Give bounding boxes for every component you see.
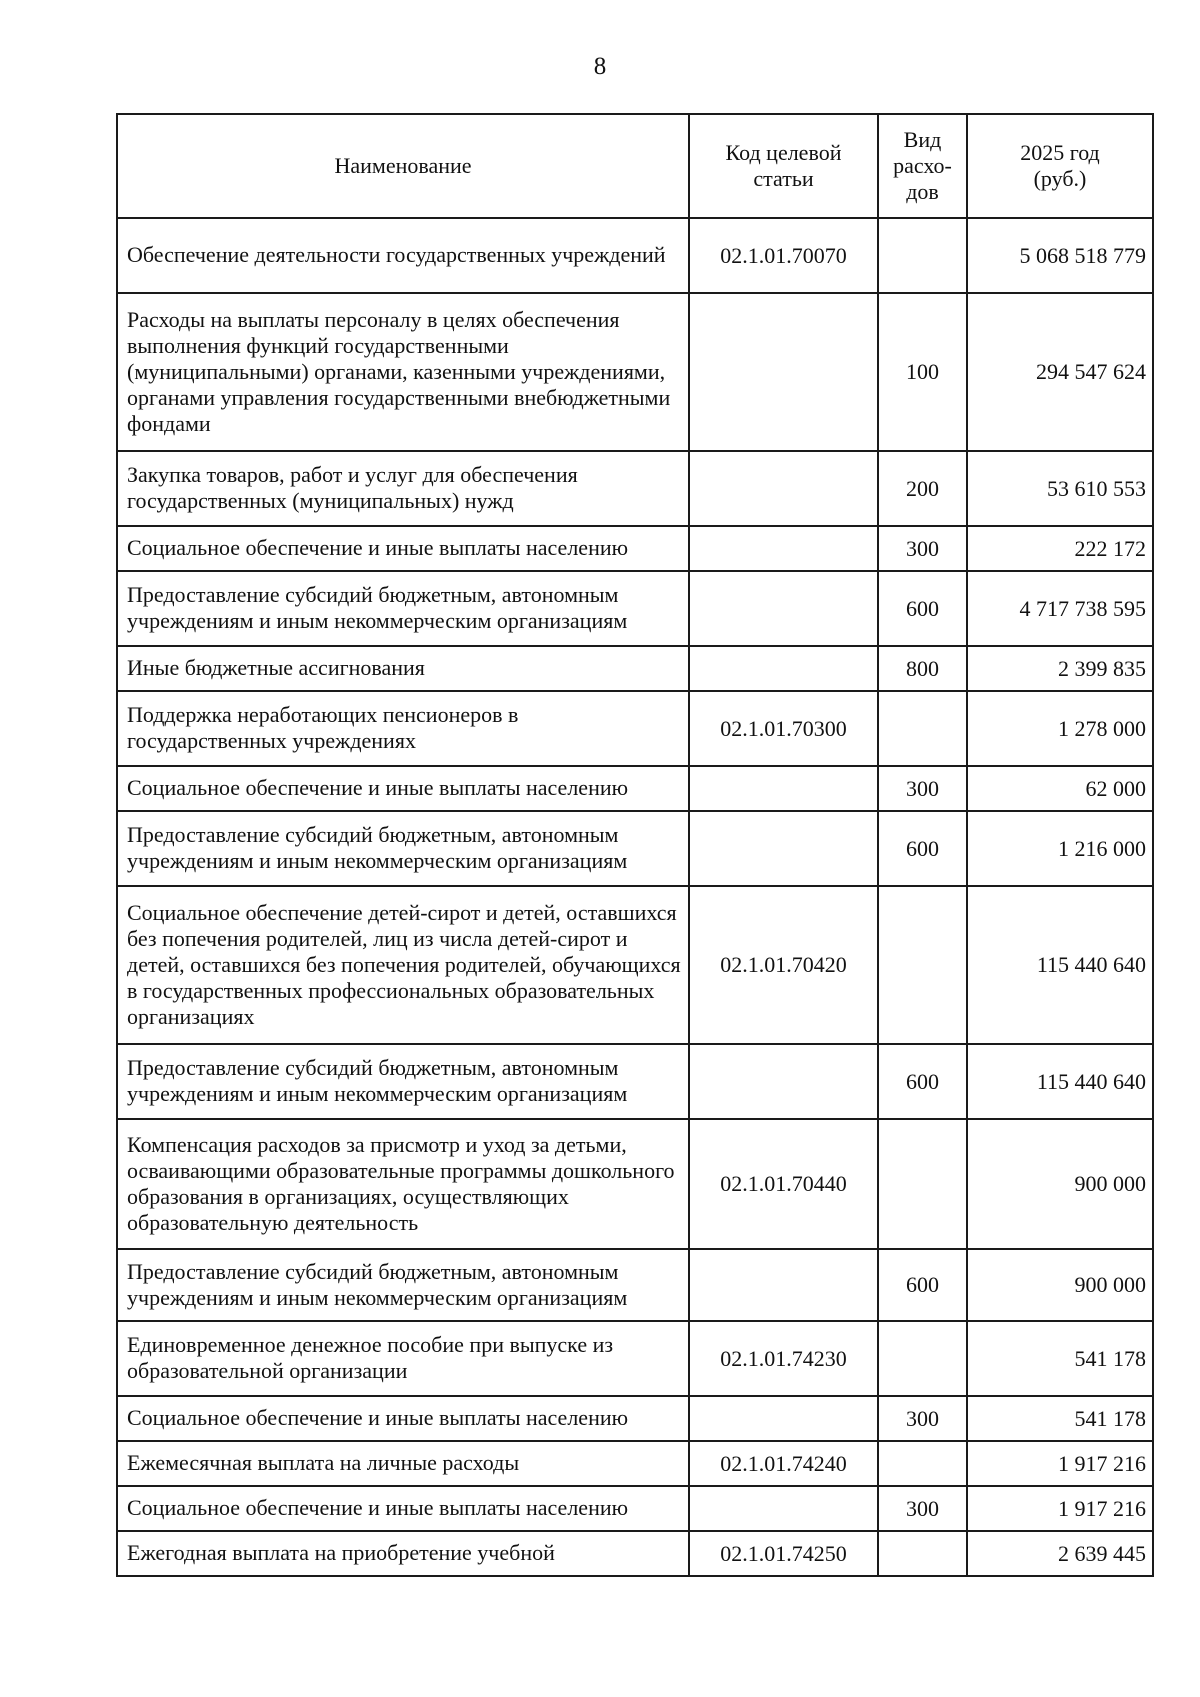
table-row — [117, 451, 1153, 526]
table-row — [117, 1396, 1153, 1441]
row-type: 600 — [878, 811, 967, 886]
row-amount: 1 278 000 — [967, 691, 1153, 766]
row-amount: 5 068 518 779 — [967, 218, 1153, 293]
row-name: Иные бюджетные ассигнования — [117, 646, 689, 691]
row-code — [689, 526, 878, 571]
row-type: 200 — [878, 451, 967, 526]
row-name: Закупка товаров, работ и услуг для обеспечения государственных (муниципальных) нужд — [117, 451, 689, 526]
row-type: 300 — [878, 526, 967, 571]
table-row — [117, 1531, 1153, 1576]
table-row — [117, 1441, 1153, 1486]
table-row — [117, 1249, 1153, 1321]
row-type — [878, 1321, 967, 1396]
row-code — [689, 451, 878, 526]
row-code — [689, 1396, 878, 1441]
row-type — [878, 1531, 967, 1576]
header-code: Код целевой статьи — [689, 114, 878, 218]
row-type: 800 — [878, 646, 967, 691]
row-code: 02.1.01.74240 — [689, 1441, 878, 1486]
row-type — [878, 1441, 967, 1486]
row-code: 02.1.01.74230 — [689, 1321, 878, 1396]
table-header — [117, 114, 1153, 218]
table-row — [117, 218, 1153, 293]
row-type — [878, 691, 967, 766]
table-row — [117, 1044, 1153, 1119]
row-code — [689, 571, 878, 646]
row-amount: 115 440 640 — [967, 1044, 1153, 1119]
row-code: 02.1.01.70300 — [689, 691, 878, 766]
row-type: 300 — [878, 1486, 967, 1531]
table-row — [117, 811, 1153, 886]
row-name: Социальное обеспечение и иные выплаты населению — [117, 1396, 689, 1441]
row-type: 100 — [878, 293, 967, 451]
row-name: Предоставление субсидий бюджетным, автономным учреждениям и иным некоммерческим организациям — [117, 1249, 689, 1321]
header-type: Вид расхо-дов — [878, 114, 967, 218]
row-code: 02.1.01.74250 — [689, 1531, 878, 1576]
row-name: Предоставление субсидий бюджетным, автономным учреждениям и иным некоммерческим организациям — [117, 811, 689, 886]
table-row — [117, 526, 1153, 571]
page-number: 8 — [593, 53, 607, 80]
row-code: 02.1.01.70420 — [689, 886, 878, 1044]
row-type — [878, 1119, 967, 1249]
budget-table — [116, 113, 1154, 1577]
row-type: 300 — [878, 1396, 967, 1441]
row-name: Компенсация расходов за присмотр и уход за детьми, осваивающими образовательные программы дошкольного образования в организациях, осуществляющих образовательную деятельность — [117, 1119, 689, 1249]
row-name: Единовременное денежное пособие при выпуске из образовательной организации — [117, 1321, 689, 1396]
row-code — [689, 1249, 878, 1321]
row-name: Ежемесячная выплата на личные расходы — [117, 1441, 689, 1486]
row-code: 02.1.01.70070 — [689, 218, 878, 293]
row-amount: 294 547 624 — [967, 293, 1153, 451]
row-code — [689, 766, 878, 811]
row-code — [689, 293, 878, 451]
row-code — [689, 1486, 878, 1531]
row-name: Предоставление субсидий бюджетным, автономным учреждениям и иным некоммерческим организациям — [117, 571, 689, 646]
table-row — [117, 1321, 1153, 1396]
row-type — [878, 218, 967, 293]
row-amount: 900 000 — [967, 1249, 1153, 1321]
table-row — [117, 1119, 1153, 1249]
table-row — [117, 571, 1153, 646]
row-amount: 541 178 — [967, 1396, 1153, 1441]
row-type: 600 — [878, 1249, 967, 1321]
row-name: Поддержка неработающих пенсионеров в государственных учреждениях — [117, 691, 689, 766]
row-code — [689, 646, 878, 691]
row-type: 300 — [878, 766, 967, 811]
row-name: Социальное обеспечение и иные выплаты населению — [117, 526, 689, 571]
row-amount: 541 178 — [967, 1321, 1153, 1396]
table-body — [117, 218, 1153, 1576]
row-amount: 2 639 445 — [967, 1531, 1153, 1576]
row-code — [689, 811, 878, 886]
row-code — [689, 1044, 878, 1119]
row-name: Социальное обеспечение и иные выплаты населению — [117, 766, 689, 811]
row-amount: 222 172 — [967, 526, 1153, 571]
header-row — [117, 114, 1153, 218]
row-amount: 2 399 835 — [967, 646, 1153, 691]
table-row — [117, 1486, 1153, 1531]
row-name: Социальное обеспечение детей-сирот и детей, оставшихся без попечения родителей, лиц из числа детей-сирот и детей, оставшихся без попечения родителей, обучающихся в государственных профессиональных образовательных организациях — [117, 886, 689, 1044]
table-row — [117, 766, 1153, 811]
row-amount: 1 917 216 — [967, 1486, 1153, 1531]
row-name: Социальное обеспечение и иные выплаты населению — [117, 1486, 689, 1531]
row-name: Обеспечение деятельности государственных учреждений — [117, 218, 689, 293]
header-name: Наименование — [117, 114, 689, 218]
row-type — [878, 886, 967, 1044]
row-code: 02.1.01.70440 — [689, 1119, 878, 1249]
row-amount: 1 216 000 — [967, 811, 1153, 886]
row-name: Расходы на выплаты персоналу в целях обеспечения выполнения функций государственными (муниципальными) органами, казенными учреждениями, органами управления государственными внебюджетными фондами — [117, 293, 689, 451]
row-amount: 53 610 553 — [967, 451, 1153, 526]
table-row — [117, 646, 1153, 691]
row-amount: 62 000 — [967, 766, 1153, 811]
row-amount: 115 440 640 — [967, 886, 1153, 1044]
row-amount: 1 917 216 — [967, 1441, 1153, 1486]
row-name: Ежегодная выплата на приобретение учебной — [117, 1531, 689, 1576]
row-amount: 4 717 738 595 — [967, 571, 1153, 646]
row-type: 600 — [878, 1044, 967, 1119]
table-row — [117, 293, 1153, 451]
header-amount: 2025 год (руб.) — [967, 114, 1153, 218]
table-row — [117, 691, 1153, 766]
row-name: Предоставление субсидий бюджетным, автономным учреждениям и иным некоммерческим организациям — [117, 1044, 689, 1119]
table-row — [117, 886, 1153, 1044]
row-type: 600 — [878, 571, 967, 646]
row-amount: 900 000 — [967, 1119, 1153, 1249]
